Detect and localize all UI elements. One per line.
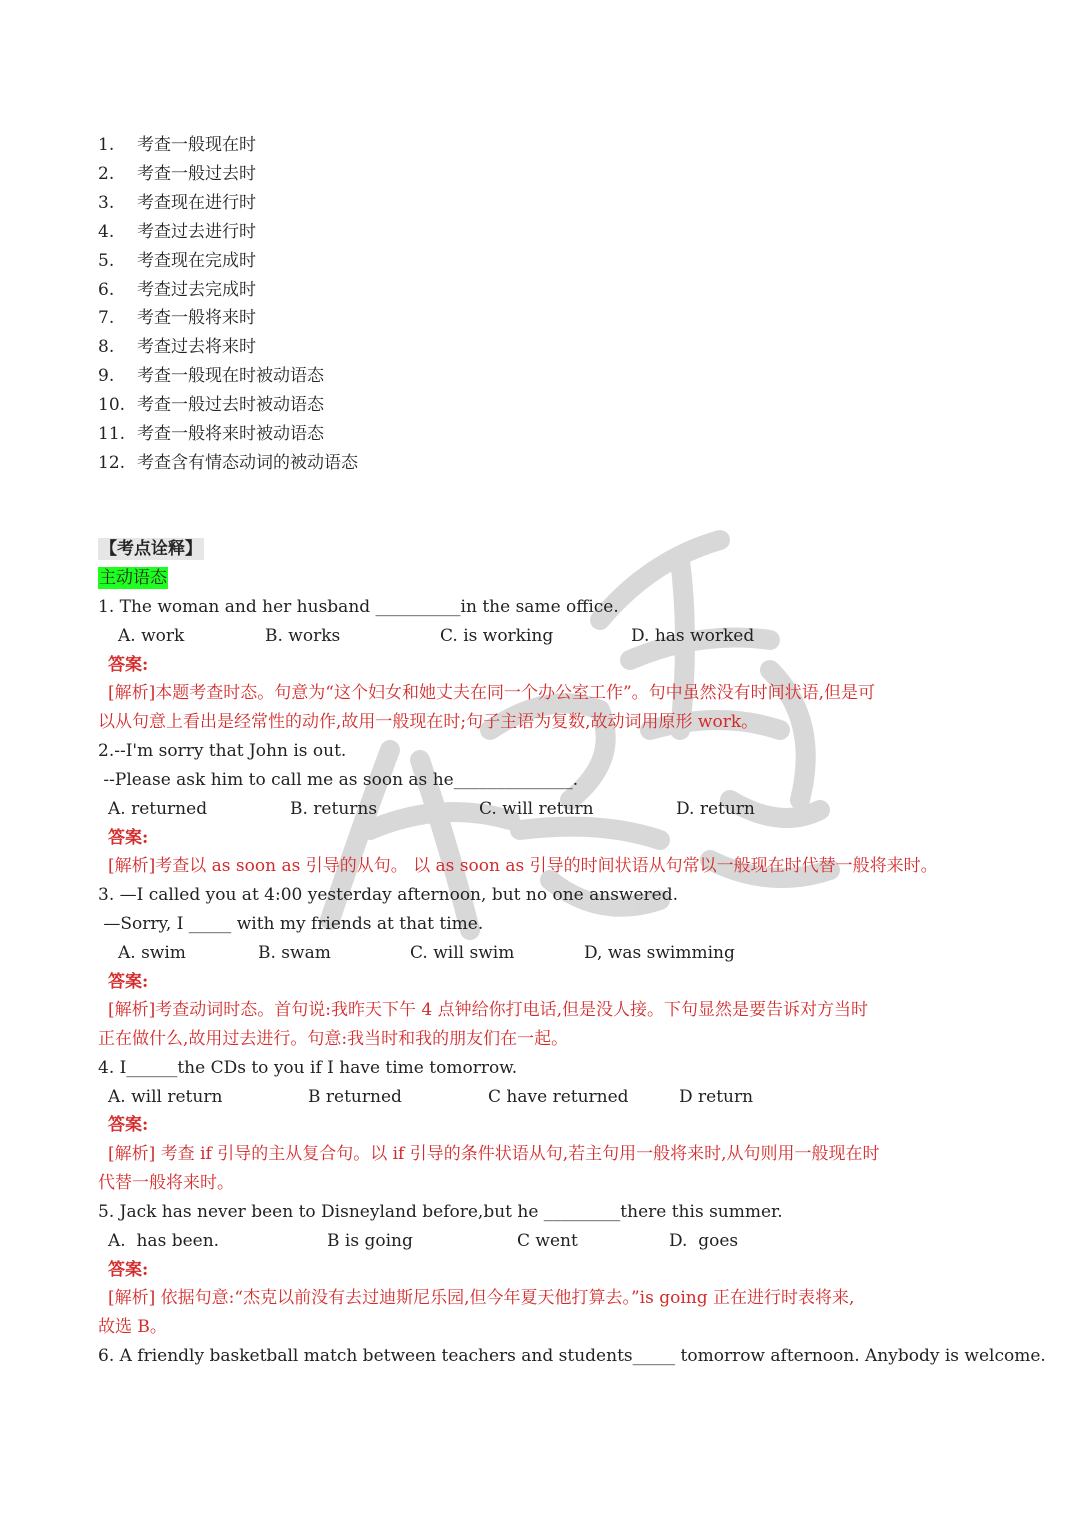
option-c: C. is working xyxy=(440,626,554,646)
analysis-text: [解析]考查以 as soon as 引导的从句。 以 as soon as 引导的时间状语从句常以一般现在时代替一般将来时。 xyxy=(108,856,938,876)
option-b: B returned xyxy=(308,1087,402,1107)
option-a: A. has been. xyxy=(108,1231,220,1251)
question-2-stem: 2.--I'm sorry that John is out. xyxy=(98,741,347,761)
question-6-stem: 6. A friendly basketball match between teachers and students_____ tomorrow afternoon. Anybody is welcome. xyxy=(98,1346,1046,1366)
question-3-stem: 3. —I called you at 4:00 yesterday afternoon, but no one answered. xyxy=(98,885,679,905)
subsection-title: 主动语态 xyxy=(99,568,167,588)
analysis-text: 故选 B。 xyxy=(98,1317,167,1337)
toc-item: 1. 考查一般现在时 xyxy=(98,135,256,155)
analysis-text: [解析] 考查 if 引导的主从复合句。以 if 引导的条件状语从句,若主句用一般将来时,从句则用一般现在时 xyxy=(108,1144,880,1164)
answer-label: 答案: xyxy=(108,972,149,992)
question-4-options xyxy=(98,1083,998,1112)
analysis-text: 以从句意上看出是经常性的动作,故用一般现在时;句子主语为复数,故动词用原形 work。 xyxy=(98,712,759,732)
option-a: A. swim xyxy=(118,943,186,963)
question-1-stem: 1. The woman and her husband __________in the same office. xyxy=(98,597,619,617)
option-c: C went xyxy=(517,1231,578,1251)
question-5-stem: 5. Jack has never been to Disneyland before,but he _________there this summer. xyxy=(98,1202,783,1222)
question-1-options xyxy=(98,622,998,651)
analysis-text: [解析] 依据句意:“杰克以前没有去过迪斯尼乐园,但今年夏天他打算去。”is going 正在进行时表将来, xyxy=(108,1288,855,1308)
toc-item: 2. 考查一般过去时 xyxy=(98,164,256,184)
answer-label: 答案: xyxy=(108,1260,149,1280)
analysis-text: [解析]考查动词时态。首句说:我昨天下午 4 点钟给你打电话,但是没人接。下句显然是要告诉对方当时 xyxy=(108,1000,869,1020)
toc-item: 8. 考查过去将来时 xyxy=(98,337,256,357)
option-a: A. work xyxy=(118,626,185,646)
option-d: D return xyxy=(679,1087,754,1107)
option-b: B. swam xyxy=(258,943,331,963)
toc-item: 6. 考查过去完成时 xyxy=(98,280,256,300)
toc-item: 5. 考查现在完成时 xyxy=(98,251,256,271)
question-4-stem: 4. I______the CDs to you if I have time tomorrow. xyxy=(98,1058,518,1078)
answer-label: 答案: xyxy=(108,1115,149,1135)
toc-item: 7. 考查一般将来时 xyxy=(98,308,256,328)
option-d: D. has worked xyxy=(631,626,755,646)
analysis-text: [解析]本题考查时态。句意为“这个妇女和她丈夫在同一个办公室工作”。句中虽然没有时间状语,但是可 xyxy=(108,683,876,703)
toc-item: 9. 考查一般现在时被动语态 xyxy=(98,366,324,386)
question-2-options xyxy=(98,795,998,824)
question-3-stem: —Sorry, I _____ with my friends at that time. xyxy=(98,914,484,934)
option-c: C have returned xyxy=(488,1087,629,1107)
toc-item: 12. 考查含有情态动词的被动语态 xyxy=(98,453,358,473)
question-5-options xyxy=(98,1227,998,1256)
option-a: A. will return xyxy=(108,1087,223,1107)
toc-item: 10. 考查一般过去时被动语态 xyxy=(98,395,324,415)
question-3-options xyxy=(98,939,998,968)
option-b: B. returns xyxy=(290,799,378,819)
option-d: D. goes xyxy=(669,1231,739,1251)
section-title: 【考点诠释】 xyxy=(100,539,202,559)
option-c: C. will return xyxy=(479,799,594,819)
answer-label: 答案: xyxy=(108,828,149,848)
answer-label: 答案: xyxy=(108,655,149,675)
toc-item: 4. 考查过去进行时 xyxy=(98,222,256,242)
analysis-text: 代替一般将来时。 xyxy=(98,1173,234,1193)
toc-item: 3. 考查现在进行时 xyxy=(98,193,256,213)
option-b: B. works xyxy=(265,626,341,646)
option-d: D. return xyxy=(676,799,755,819)
option-b: B is going xyxy=(327,1231,413,1251)
option-a: A. returned xyxy=(108,799,208,819)
option-d: D, was swimming xyxy=(584,943,735,963)
analysis-text: 正在做什么,故用过去进行。句意:我当时和我的朋友们在一起。 xyxy=(98,1029,569,1049)
toc-item: 11. 考查一般将来时被动语态 xyxy=(98,424,324,444)
option-c: C. will swim xyxy=(410,943,515,963)
question-2-stem: --Please ask him to call me as soon as he______________. xyxy=(98,770,579,790)
